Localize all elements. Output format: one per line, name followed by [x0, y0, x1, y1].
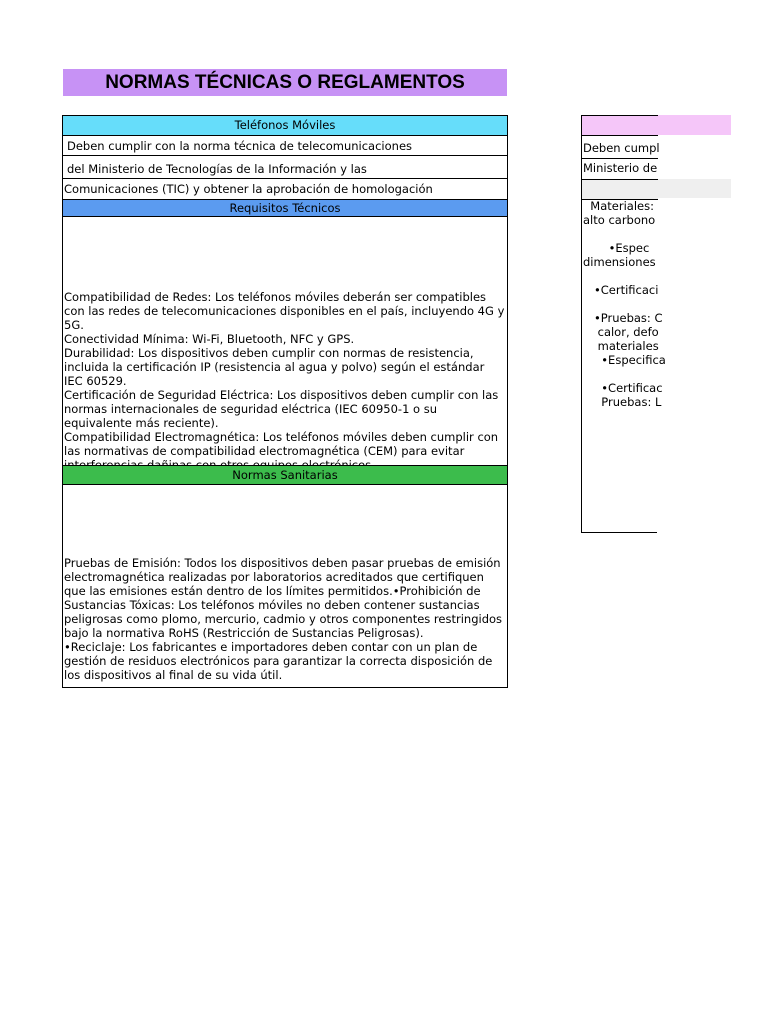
right-header-fill [657, 115, 731, 135]
right-divider [582, 135, 658, 136]
right-text-line: •Pruebas: C [583, 311, 663, 325]
right-partial-table [581, 115, 666, 533]
header-sanitary-norms: Normas Sanitarias [63, 465, 507, 485]
right-text-line: •Espec [583, 241, 650, 255]
requirement-line-3: Comunicaciones (TIC) y obtener la aprobación de homologación [64, 182, 433, 196]
right-text-line: dimensiones [583, 255, 656, 269]
requirement-line-2: del Ministerio de Tecnologías de la Información y las [63, 159, 507, 179]
right-text-line: •Especifica [583, 353, 666, 367]
right-divider [582, 158, 658, 159]
right-text-line [583, 227, 666, 241]
sanitary-norms-text [63, 556, 507, 682]
right-line-1: Deben cumpl [583, 141, 660, 155]
sanitary-text: Pruebas de Emisión: Todos los dispositivos deben pasar pruebas de emisión electromagnética realizadas por laboratorios acreditados que certifiquen que las emisiones están dentro de los límites permitidos.•Prohibición de Sustancias Tóxicas: Los teléfonos móviles no deben contener sustancias peligrosas como plomo, mercurio, cadmio y otros componentes restringidos bajo la normativa RoHS (Restricción de Sustancias Peligrosas). •Reciclaje: Los fabricantes e importadores deben contar con un plan de gestión de residuos electrónicos para garantizar la correcta disposición de los dispositivos al final de su vida útil. [64, 556, 503, 682]
right-text-line: alto carbono [583, 213, 656, 227]
right-line-2: Ministerio de [583, 161, 658, 175]
right-partial-text [583, 199, 666, 409]
left-table [62, 115, 508, 688]
right-text-line: Pruebas: L [583, 395, 662, 409]
right-gray-row [582, 179, 658, 200]
right-text-line: •Certificac [583, 381, 663, 395]
technical-requirements-text [63, 290, 507, 465]
right-header [582, 115, 658, 136]
technical-text: Compatibilidad de Redes: Los teléfonos móviles deberán ser compatibles con las redes de telecomunicaciones disponibles en el país, incluyendo 4G y 5G. Conectividad Mínima: Wi-Fi, Bluetooth, NFC y GPS. Durabilidad: Los dispositivos deben cumplir con normas de resistencia, incluida la certificación IP (resistencia al agua y polvo) según el estándar IEC 60529. Certificación de Seguridad Eléctrica: Los dispositivos deben cumplir con las normas internacionales de seguridad eléctrica (IEC 60950-1 o su equivalente más reciente). Compatibilidad Electromagnética: Los teléfonos móviles deben cumplir con las normativas de compatibilidad electromagnética (CEM) para evitar [64, 290, 505, 458]
requirement-line-1: Deben cumplir con la norma técnica de telecomunicaciones [63, 136, 507, 156]
page-title: NORMAS TÉCNICAS O REGLAMENTOS [63, 69, 507, 96]
right-text-line: •Certificaci [583, 283, 659, 297]
right-text-line: materiales [583, 339, 659, 353]
right-text-line [583, 297, 666, 311]
header-phones: Teléfonos Móviles [63, 116, 507, 136]
right-text-line [583, 367, 666, 381]
header-technical-requirements: Requisitos Técnicos [63, 199, 507, 217]
right-text-line [583, 269, 666, 283]
right-text-line: Materiales: [583, 199, 654, 213]
right-gray-fill [657, 179, 731, 198]
right-text-line: calor, defo [583, 325, 659, 339]
